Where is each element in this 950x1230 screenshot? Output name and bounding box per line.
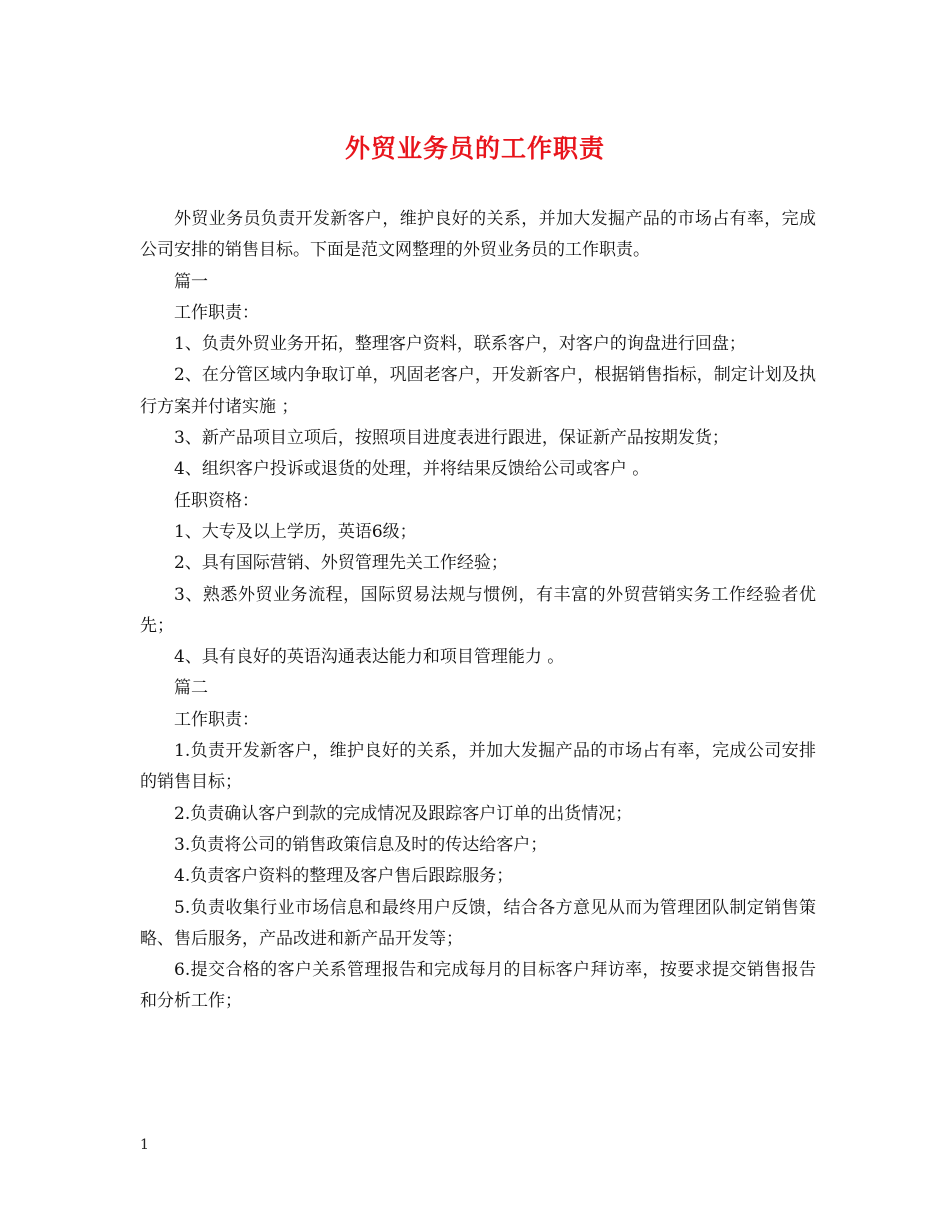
list-item: 1、负责外贸业务开拓，整理客户资料，联系客户，对客户的询盘进行回盘； [174,334,746,355]
document-title: 外贸业务员的工作职责 [344,134,605,163]
section-heading-part-one: 篇一 [174,271,208,292]
section-heading-part-two: 篇二 [174,678,208,699]
document-body [140,204,816,1018]
subheading-job-duties: 工作职责： [174,709,259,730]
subheading-qualifications: 任职资格： [174,490,259,511]
list-item: 2、在分管区域内争取订单，巩固老客户，开发新客户，根据销售指标，制定计划及执行方案并付诸实施 ； [140,365,816,417]
list-item: 5.负责收集行业市场信息和最终用户反馈，结合各方意见从而为管理团队制定销售策略、售后服务，产品改进和新产品开发等； [140,897,816,949]
list-item: 3、熟悉外贸业务流程，国际贸易法规与惯例，有丰富的外贸营销实务工作经验者优先； [140,584,816,636]
list-item: 4、组织客户投诉或退货的处理，并将结果反馈给公司或客户 。 [174,459,650,480]
list-item: 3.负责将公司的销售政策信息及时的传达给客户； [174,834,548,855]
intro-paragraph: 外贸业务员负责开发新客户，维护良好的关系，并加大发掘产品的市场占有率，完成公司安排的销售目标。下面是范文网整理的外贸业务员的工作职责。 [140,209,816,261]
subheading-job-duties: 工作职责： [174,302,259,323]
list-item: 1.负责开发新客户，维护良好的关系，并加大发掘产品的市场占有率，完成公司安排的销售目标； [140,741,816,793]
list-item: 1、大专及以上学历，英语6级； [174,521,417,542]
list-item: 2、具有国际营销、外贸管理先关工作经验； [174,553,508,574]
list-item: 6.提交合格的客户关系管理报告和完成每月的目标客户拜访率，按要求提交销售报告和分析工作； [140,960,816,1012]
page-number: 1 [140,1137,149,1153]
list-item: 2.负责确认客户到款的完成情况及跟踪客户订单的出货情况； [174,803,633,824]
list-item: 3、新产品项目立项后，按照项目进度表进行跟进，保证新产品按期发货； [174,428,729,449]
list-item: 4、具有良好的英语沟通表达能力和项目管理能力 。 [174,647,565,668]
list-item: 4.负责客户资料的整理及客户售后跟踪服务； [174,866,514,887]
